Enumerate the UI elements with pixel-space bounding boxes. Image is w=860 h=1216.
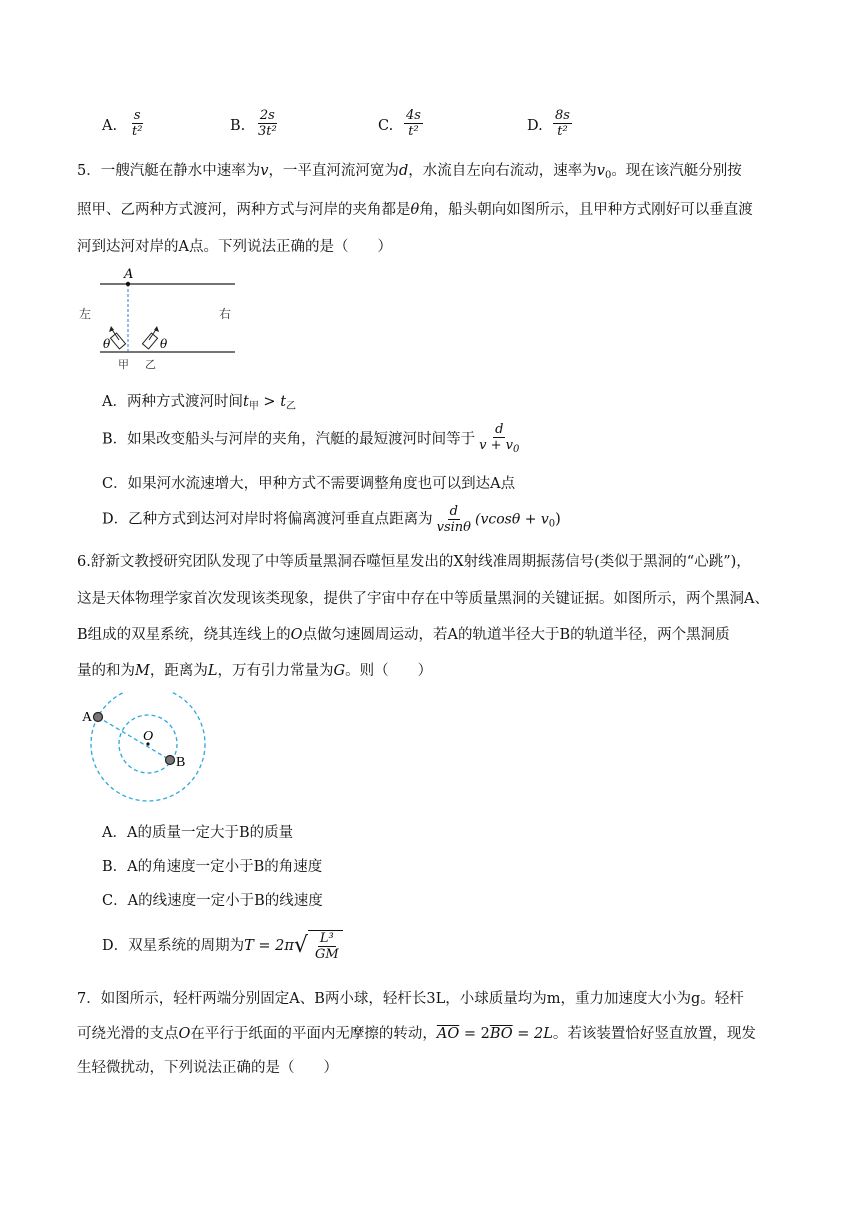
right-label: 右: [219, 307, 232, 321]
q5-stem-line3: 河到达河对岸的A点。下列说法正确的是（ ）: [77, 239, 392, 255]
q4-options: [102, 108, 622, 148]
point-a-label: A: [124, 267, 134, 282]
left-label: 左: [79, 307, 92, 321]
boat-yi-icon: [142, 326, 159, 349]
q7-stem-line2: 可绕光滑的支点O在平行于纸面的平面内无摩擦的转动，$\overline{AO} = 2\overline{BO} = 2L$。若该装置恰好竖直放置，现发: [77, 1026, 756, 1042]
q5-river-figure: [75, 266, 245, 372]
q4-option-a-letter: A.: [102, 118, 118, 134]
q4-option-b-fraction: $\frac{2s}{\text{3t²}}$: [258, 108, 277, 139]
q6-stem-line4: 量的和为M，距离为L，万有引力常量为G。则（ ）: [77, 663, 433, 679]
boat-jia-icon: [109, 326, 126, 349]
q5-option-d: D．乙种方式到达河对岸时将偏离渡河垂直点距离为 $\frac{d}{vsin\theta}$ $(vcos\theta + v_0)$: [102, 504, 561, 535]
label-o: O: [143, 729, 154, 744]
q6-option-c: C．A的线速度一定小于B的线速度: [102, 893, 323, 909]
point-a-dot: [126, 282, 130, 286]
q7-stem-line3: 生轻微扰动，下列说法正确的是（ ）: [77, 1060, 338, 1076]
q6-option-a: A．A的质量一定大于B的质量: [102, 825, 294, 841]
label-b: B: [176, 755, 186, 770]
q5-option-a: A．两种方式渡河时间$t_甲 > t_乙$: [102, 394, 297, 412]
q4-option-b-letter: B.: [230, 118, 246, 134]
yi-label: 乙: [145, 358, 156, 371]
q6-stem-line1: 6.舒新文教授研究团队发现了中等质量黑洞吞噬恒星发出的X射线准周期振荡信号(类似于黑洞的“心跳”)，: [77, 554, 751, 570]
q6-stem-line3: B组成的双星系统，绕其连线上的O点做匀速圆周运动，若A的轨道半径大于B的轨道半径，两个黑洞质: [77, 627, 730, 643]
q7-stem-line1: 7．如图所示，轻杆两端分别固定A、B两小球，轻杆长3L，小球质量均为m，重力加速度大小为g。轻杆: [77, 991, 744, 1007]
q5-stem-line1: 5．一艘汽艇在静水中速率为v，一平直河流河宽为d，水流自左向右流动，速率为$v_0$。现在该汽艇分别按: [77, 163, 742, 181]
q4-option-d-letter: D.: [527, 118, 543, 134]
q6-binary-star-figure: [76, 692, 216, 812]
q6-stem-line2: 这是天体物理学家首次发现该类现象，提供了宇宙中存在中等质量黑洞的关键证据。如图所示，两个黑洞A、: [77, 591, 769, 607]
q4-option-c-letter: C.: [378, 118, 394, 134]
theta-jia-label: θ: [103, 337, 111, 351]
theta-yi-label: θ: [160, 337, 168, 351]
q4-option-c-fraction: $\frac{4s}{\text{t²}}$: [406, 108, 421, 139]
q5-option-b: B．如果改变船头与河岸的夹角，汽艇的最短渡河时间等于 $\frac{d}{v + v_0}$: [102, 422, 520, 455]
q6-option-b: B．A的角速度一定小于B的角速度: [102, 859, 323, 875]
q6-option-d: D．双星系统的周期为T = 2π √ $\frac{\text{L³}}{GM}$: [102, 930, 343, 962]
q4-option-a-fraction: $\frac{s}{\text{t²}}$: [132, 108, 143, 139]
sqrt-expression: √ $\frac{\text{L³}}{GM}$: [294, 930, 343, 962]
q4-option-d-fraction: $\frac{8s}{\text{t²}}$: [555, 108, 570, 139]
black-hole-b: [166, 756, 175, 765]
connecting-line: [98, 717, 170, 760]
q5-option-c: C．如果河水流速增大，甲种方式不需要调整角度也可以到达A点: [102, 476, 516, 492]
label-a: A: [82, 710, 93, 725]
jia-label: 甲: [118, 358, 129, 371]
q5-stem-line2: 照甲、乙两种方式渡河，两种方式与河岸的夹角都是θ角，船头朝向如图所示，且甲种方式刚好可以垂直渡: [77, 202, 753, 218]
black-hole-a: [94, 713, 103, 722]
